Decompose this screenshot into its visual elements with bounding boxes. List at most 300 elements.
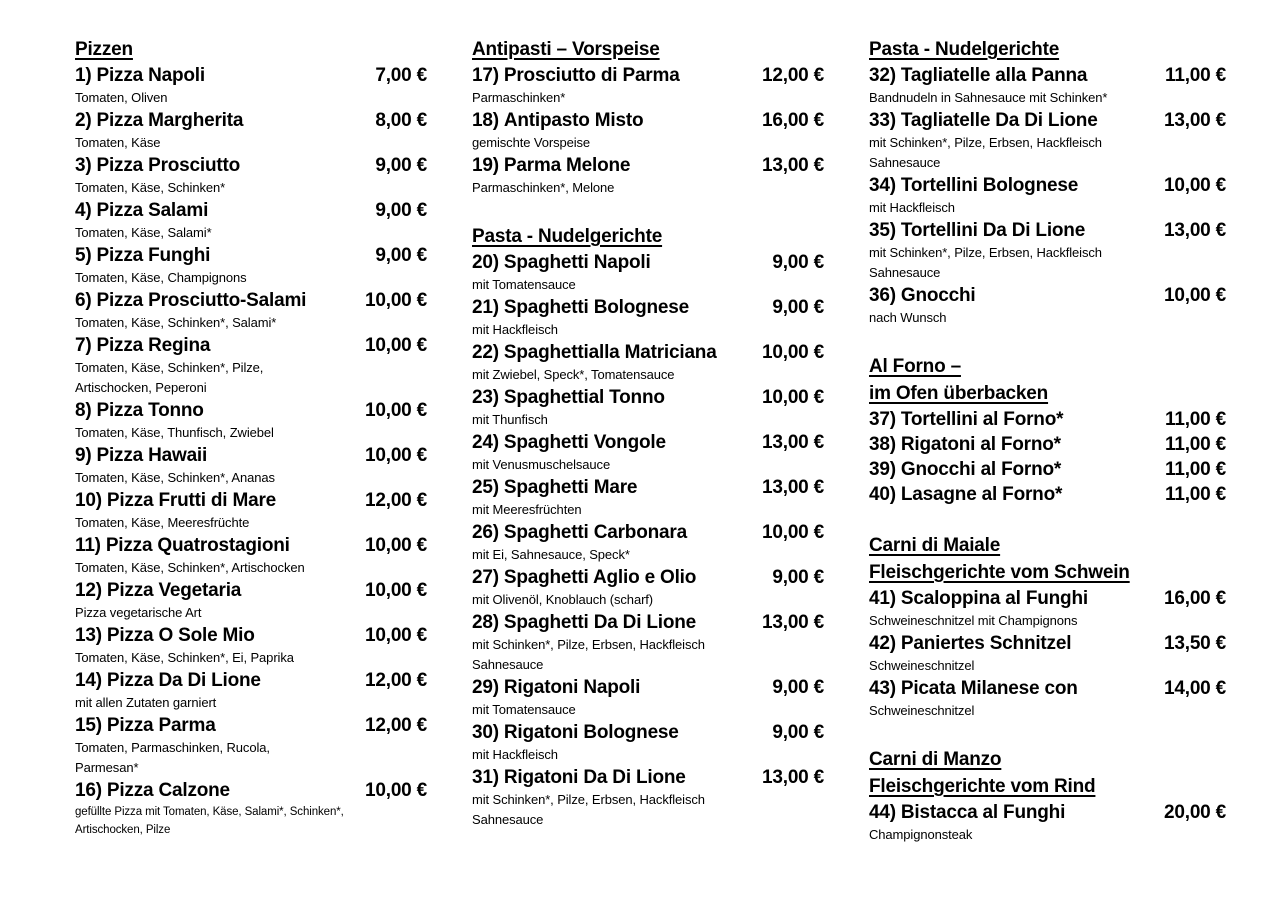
menu-section (472, 36, 824, 198)
menu-column-right (869, 36, 1226, 845)
menu-item-description: mit Venusmuschelsauce (472, 457, 611, 472)
menu-item-description: Tomaten, Käse, Schinken*, Salami* (75, 315, 277, 330)
menu-item-description: mit Hackfleisch (472, 322, 558, 337)
menu-item (472, 520, 824, 565)
menu-item-price: 20,00 € (1164, 802, 1226, 823)
section-heading-text: Fleischgerichte vom Rind (869, 776, 1096, 797)
menu-item-name: Spaghetti Aglio e Olio (503, 567, 697, 588)
menu-item-price: 14,00 € (1164, 678, 1226, 699)
menu-item-title (472, 108, 643, 133)
menu-item (869, 482, 1226, 507)
menu-item-number: 14) (75, 670, 102, 691)
menu-item-title-row (869, 108, 1226, 133)
menu-item (75, 153, 427, 198)
menu-section (472, 223, 824, 830)
menu-item-description: gefüllte Pizza mit Tomaten, Käse, Salami*, Schinken*, (75, 806, 344, 818)
menu-item-title-row (472, 720, 824, 745)
section-heading (869, 353, 1226, 380)
menu-item-price: 13,00 € (762, 477, 824, 498)
menu-item-name: Pizza Tonno (96, 400, 204, 421)
menu-item-description: mit Meeresfrüchten (472, 502, 582, 517)
section-heading (869, 532, 1226, 559)
menu-item-title (75, 153, 240, 178)
menu-item-title (75, 443, 207, 468)
menu-item (869, 63, 1226, 108)
section-heading-text: Fleischgerichte vom Schwein (869, 562, 1130, 583)
section-heading (869, 773, 1226, 800)
menu-section (869, 746, 1226, 845)
menu-item-price: 16,00 € (1164, 588, 1226, 609)
menu-item-name: Pizza Prosciutto-Salami (96, 290, 307, 311)
menu-item-description: Tomaten, Käse, Schinken* (75, 180, 226, 195)
menu-item-title-row (869, 800, 1226, 825)
menu-item (472, 63, 824, 108)
menu-item-title (869, 482, 1062, 507)
menu-item-name: Scaloppina al Funghi (900, 588, 1088, 609)
menu-item-name: Pizza Margherita (96, 110, 244, 131)
menu-column-left (75, 36, 427, 839)
menu-item-title (869, 173, 1078, 198)
menu-item-title-row (472, 63, 824, 88)
menu-item-description: Tomaten, Käse, Schinken*, Ei, Paprika (75, 650, 294, 665)
menu-item-number: 31) (472, 767, 499, 788)
menu-item-title (472, 153, 630, 178)
menu-item-description: Schweineschnitzel (869, 703, 975, 718)
menu-item-title (75, 578, 241, 603)
menu-item-title-row (869, 482, 1226, 507)
menu-item-price: 12,00 € (365, 490, 427, 511)
menu-item-title (869, 586, 1088, 611)
menu-item-title-row (75, 488, 427, 513)
menu-item-name: Gnocchi al Forno* (900, 459, 1062, 480)
menu-item-name: Pizza Funghi (96, 245, 211, 266)
menu-item (75, 533, 427, 578)
menu-item (472, 385, 824, 430)
menu-item-name: Tortellini Bolognese (900, 175, 1079, 196)
menu-item-name: Picata Milanese con (900, 678, 1078, 699)
menu-item-name: Prosciutto di Parma (503, 65, 680, 86)
menu-item-price: 11,00 € (1165, 65, 1226, 86)
menu-item-number: 21) (472, 297, 499, 318)
menu-item-title-row (472, 430, 824, 455)
menu-item-description: Pizza vegetarische Art (75, 605, 202, 620)
menu-item-price: 10,00 € (762, 387, 824, 408)
menu-item-title-row (75, 713, 427, 738)
menu-item-name: Pizza Napoli (96, 65, 205, 86)
menu-item-title-row (75, 198, 427, 223)
menu-item (75, 713, 427, 778)
menu-item-name: Antipasto Misto (503, 110, 644, 131)
section-heading-text: Carni di Manzo (869, 749, 1002, 770)
menu-item-number: 8) (75, 400, 92, 421)
menu-item-number: 41) (869, 588, 896, 609)
menu-item-name: Paniertes Schnitzel (900, 633, 1072, 654)
menu-item-description: Tomaten, Käse (75, 135, 161, 150)
menu-item-description: Tomaten, Käse, Champignons (75, 270, 247, 285)
menu-item-title-row (869, 407, 1226, 432)
menu-item-name: Spaghetti Da Di Lione (503, 612, 697, 633)
menu-item-description: Schweineschnitzel (869, 658, 975, 673)
menu-item-title (472, 765, 686, 790)
section-heading (869, 36, 1226, 63)
menu-item-number: 29) (472, 677, 499, 698)
menu-item (472, 430, 824, 475)
menu-item-description: mit Tomatensauce (472, 277, 576, 292)
menu-item (75, 398, 427, 443)
menu-item-description: Bandnudeln in Sahnesauce mit Schinken* (869, 90, 1108, 105)
menu-item-number: 22) (472, 342, 499, 363)
menu-item (472, 565, 824, 610)
menu-column-middle (472, 36, 824, 830)
menu-item-price: 10,00 € (762, 522, 824, 543)
menu-item-title-row (869, 676, 1226, 701)
menu-item-number: 39) (869, 459, 896, 480)
menu-item-price: 13,00 € (1164, 220, 1226, 241)
menu-item-name: Tortellini Da Di Lione (900, 220, 1086, 241)
menu-item-title-row (869, 631, 1226, 656)
menu-item-price: 10,00 € (365, 535, 427, 556)
menu-item-number: 17) (472, 65, 499, 86)
menu-item-description: mit Hackfleisch (472, 747, 558, 762)
menu-item-name: Pizza Salami (96, 200, 209, 221)
menu-item (472, 250, 824, 295)
menu-item-title (75, 713, 216, 738)
menu-item-description: Tomaten, Käse, Salami* (75, 225, 212, 240)
menu-item-name: Pizza Frutti di Mare (106, 490, 277, 511)
menu-item-price: 11,00 € (1165, 484, 1226, 505)
menu-item-price: 9,00 € (772, 297, 824, 318)
menu-item-title (472, 430, 666, 455)
menu-item-name: Spaghetti Vongole (503, 432, 666, 453)
menu-item-price: 9,00 € (772, 677, 824, 698)
menu-item-price: 12,00 € (365, 670, 427, 691)
menu-item-price: 10,00 € (365, 625, 427, 646)
menu-item-number: 24) (472, 432, 499, 453)
menu-item-title-row (472, 675, 824, 700)
menu-item-name: Pizza O Sole Mio (106, 625, 255, 646)
menu-item-price: 10,00 € (365, 580, 427, 601)
menu-item-price: 10,00 € (365, 335, 427, 356)
menu-item (472, 610, 824, 675)
menu-item-name: Rigatoni Bolognese (503, 722, 679, 743)
menu-item-title (869, 457, 1061, 482)
menu-item-name: Pizza Parma (106, 715, 216, 736)
section-heading (869, 380, 1226, 407)
menu-item-number: 36) (869, 285, 896, 306)
menu-item-price: 13,50 € (1164, 633, 1226, 654)
menu-item-title-row (75, 443, 427, 468)
menu-item-price: 9,00 € (375, 200, 427, 221)
menu-item-number: 13) (75, 625, 102, 646)
section-heading-text: Pasta - Nudelgerichte (869, 39, 1060, 60)
menu-item-price: 7,00 € (375, 65, 427, 86)
menu-item (869, 586, 1226, 631)
menu-item-name: Spaghetti Bolognese (503, 297, 690, 318)
menu-item-name: Spaghetti Carbonara (503, 522, 687, 543)
menu-item-description: Parmesan* (75, 760, 139, 775)
menu-item-title (75, 288, 306, 313)
section-heading-text: im Ofen überbacken (869, 383, 1049, 404)
menu-item (75, 108, 427, 153)
menu-item-title-row (869, 586, 1226, 611)
menu-item-description: mit Schinken*, Pilze, Erbsen, Hackfleisch (869, 245, 1102, 260)
menu-item-description: nach Wunsch (869, 310, 947, 325)
section-heading-text: Antipasti – Vorspeise (472, 39, 660, 60)
menu-item-title-row (472, 250, 824, 275)
menu-item-price: 9,00 € (772, 252, 824, 273)
menu-item-description: mit allen Zutaten garniert (75, 695, 217, 710)
menu-item-number: 23) (472, 387, 499, 408)
menu-item-title (472, 385, 665, 410)
menu-item-price: 12,00 € (762, 65, 824, 86)
menu-item-name: Spaghettialla Matriciana (503, 342, 717, 363)
menu-item-description: mit Ei, Sahnesauce, Speck* (472, 547, 630, 562)
menu-item-title-row (472, 565, 824, 590)
menu-item-number: 35) (869, 220, 896, 241)
menu-item-name: Lasagne al Forno* (900, 484, 1063, 505)
menu-item-price: 9,00 € (375, 155, 427, 176)
menu-item (472, 475, 824, 520)
menu-item-price: 13,00 € (762, 155, 824, 176)
menu-item (869, 173, 1226, 218)
menu-item-description: Champignonsteak (869, 827, 973, 842)
menu-item-description: mit Zwiebel, Speck*, Tomatensauce (472, 367, 675, 382)
menu-item-number: 10) (75, 490, 102, 511)
menu-item-title-row (75, 63, 427, 88)
menu-item-title-row (472, 765, 824, 790)
menu-item-number: 26) (472, 522, 499, 543)
menu-item-title-row (75, 533, 427, 558)
section-heading (472, 36, 824, 63)
menu-item-number: 34) (869, 175, 896, 196)
menu-item-name: Spaghetti Mare (503, 477, 638, 498)
menu-item-price: 13,00 € (762, 612, 824, 633)
menu-item-number: 32) (869, 65, 896, 86)
menu-item (472, 675, 824, 720)
menu-item-title-row (75, 288, 427, 313)
menu-item-price: 11,00 € (1165, 459, 1226, 480)
menu-item-price: 10,00 € (365, 780, 427, 801)
section-heading (75, 36, 427, 63)
menu-item-title (75, 778, 230, 803)
menu-item-number: 28) (472, 612, 499, 633)
menu-item-name: Parma Melone (503, 155, 631, 176)
menu-item-number: 9) (75, 445, 92, 466)
menu-item (869, 631, 1226, 676)
menu-item-price: 9,00 € (772, 567, 824, 588)
menu-item-number: 4) (75, 200, 92, 221)
menu-item-number: 11) (75, 535, 101, 556)
menu-item (869, 407, 1226, 432)
menu-item-title (869, 218, 1085, 243)
menu-item-title (75, 668, 261, 693)
menu-item-title (869, 676, 1078, 701)
menu-item-description: mit Olivenöl, Knoblauch (scharf) (472, 592, 654, 607)
menu-item-price: 11,00 € (1165, 409, 1226, 430)
menu-item (472, 295, 824, 340)
menu-item-description: Parmaschinken* (472, 90, 566, 105)
menu-item-number: 1) (75, 65, 92, 86)
menu-item-price: 16,00 € (762, 110, 824, 131)
section-heading (869, 559, 1226, 586)
menu-item-description: mit Hackfleisch (869, 200, 955, 215)
menu-item-title-row (75, 333, 427, 358)
menu-item-number: 30) (472, 722, 499, 743)
menu-item-title (472, 610, 696, 635)
menu-item (75, 578, 427, 623)
menu-item-title (472, 720, 679, 745)
menu-item-title (75, 108, 243, 133)
menu-item-name: Tagliatelle alla Panna (900, 65, 1088, 86)
menu-item-title (75, 243, 210, 268)
menu-item-number: 5) (75, 245, 92, 266)
menu-section (869, 36, 1226, 328)
menu-item-title (472, 520, 687, 545)
menu-item-title (869, 631, 1071, 656)
menu-item-name: Bistacca al Funghi (900, 802, 1066, 823)
menu-item-number: 27) (472, 567, 499, 588)
menu-item-price: 10,00 € (1164, 285, 1226, 306)
menu-item-description: Tomaten, Käse, Thunfisch, Zwiebel (75, 425, 274, 440)
menu-item-description: Sahnesauce (869, 155, 941, 170)
menu-item-description: Tomaten, Käse, Schinken*, Artischocken (75, 560, 305, 575)
menu-item-description: Tomaten, Parmaschinken, Rucola, (75, 740, 270, 755)
menu-item-title-row (75, 778, 427, 803)
menu-item-title-row (869, 173, 1226, 198)
menu-item (75, 443, 427, 488)
menu-item-name: Pizza Quatrostagioni (105, 535, 290, 556)
menu-item-name: Pizza Regina (96, 335, 211, 356)
menu-item (75, 243, 427, 288)
menu-item-title (472, 475, 637, 500)
menu-item-name: Pizza Hawaii (96, 445, 208, 466)
menu-item-title-row (869, 283, 1226, 308)
menu-item-title (472, 340, 717, 365)
menu-item-name: Rigatoni Napoli (503, 677, 641, 698)
menu-item-price: 12,00 € (365, 715, 427, 736)
menu-item-title-row (472, 108, 824, 133)
menu-item (472, 340, 824, 385)
menu-item (472, 720, 824, 765)
menu-item-title-row (75, 108, 427, 133)
menu-item-title (472, 63, 680, 88)
menu-item-description: Schweineschnitzel mit Champignons (869, 613, 1078, 628)
menu-item-number: 25) (472, 477, 499, 498)
section-heading-text: Pasta - Nudelgerichte (472, 226, 663, 247)
menu-item-title (472, 675, 640, 700)
menu-item-description: Artischocken, Pilze (75, 824, 171, 836)
menu-item-title-row (472, 153, 824, 178)
menu-section (869, 532, 1226, 721)
menu-item-number: 37) (869, 409, 896, 430)
menu-item-number: 44) (869, 802, 896, 823)
menu-item (75, 198, 427, 243)
menu-item-price: 10,00 € (762, 342, 824, 363)
section-heading-text: Carni di Maiale (869, 535, 1001, 556)
menu-item-title-row (75, 153, 427, 178)
menu-item-title (75, 333, 210, 358)
menu-item-title-row (869, 432, 1226, 457)
menu-item-name: Rigatoni Da Di Lione (503, 767, 686, 788)
menu-item-description: Sahnesauce (472, 657, 544, 672)
menu-item-title-row (869, 63, 1226, 88)
menu-item-description: mit Schinken*, Pilze, Erbsen, Hackfleisch (472, 792, 705, 807)
menu-item-title (869, 283, 975, 308)
menu-item (75, 668, 427, 713)
menu-item-title-row (75, 578, 427, 603)
menu-item-title-row (869, 218, 1226, 243)
menu-item-number: 15) (75, 715, 102, 736)
menu-item-name: Spaghettial Tonno (503, 387, 665, 408)
menu-item-title (75, 533, 290, 558)
menu-item-description: gemischte Vorspeise (472, 135, 591, 150)
menu-item-name: Rigatoni al Forno* (900, 434, 1061, 455)
menu-item (869, 108, 1226, 173)
menu-item-title (75, 488, 276, 513)
menu-item-number: 20) (472, 252, 499, 273)
menu-item-price: 13,00 € (762, 767, 824, 788)
menu-item-title (869, 800, 1065, 825)
menu-item-price: 9,00 € (772, 722, 824, 743)
menu-item-name: Gnocchi (900, 285, 976, 306)
menu-item-title (472, 250, 651, 275)
menu-item-description: Tomaten, Käse, Schinken*, Ananas (75, 470, 275, 485)
menu-item-title-row (472, 610, 824, 635)
menu-item-number: 18) (472, 110, 499, 131)
menu-item-title-row (75, 668, 427, 693)
menu-item-number: 19) (472, 155, 499, 176)
menu-item-number: 3) (75, 155, 92, 176)
menu-item (75, 488, 427, 533)
menu-item-title (472, 565, 696, 590)
menu-item-description: Artischocken, Peperoni (75, 380, 207, 395)
menu-item-title (75, 623, 255, 648)
menu-item-title (75, 198, 208, 223)
menu-item-description: mit Schinken*, Pilze, Erbsen, Hackfleisch (472, 637, 705, 652)
menu-item-title-row (472, 340, 824, 365)
menu-item-title-row (472, 520, 824, 545)
menu-item-name: Pizza Da Di Lione (106, 670, 261, 691)
section-heading (472, 223, 824, 250)
menu-item-description: Parmaschinken*, Melone (472, 180, 615, 195)
menu-item-title (869, 108, 1098, 133)
menu-item (869, 218, 1226, 283)
menu-item-price: 10,00 € (365, 445, 427, 466)
menu-item (869, 283, 1226, 328)
menu-item-price: 13,00 € (762, 432, 824, 453)
menu-item-number: 12) (75, 580, 102, 601)
menu-item-title-row (75, 398, 427, 423)
menu-item (472, 765, 824, 830)
menu-item-title (75, 398, 204, 423)
menu-item-name: Pizza Prosciutto (96, 155, 241, 176)
menu-item-description: Sahnesauce (869, 265, 941, 280)
menu-item-number: 16) (75, 780, 102, 801)
menu-item-number: 43) (869, 678, 896, 699)
menu-item (75, 778, 427, 839)
menu-item-name: Tagliatelle Da Di Lione (900, 110, 1098, 131)
menu-item-number: 42) (869, 633, 896, 654)
menu-item-price: 9,00 € (375, 245, 427, 266)
menu-item (869, 457, 1226, 482)
menu-item-number: 2) (75, 110, 92, 131)
menu-item-title (472, 295, 689, 320)
menu-item (472, 153, 824, 198)
menu-item (75, 623, 427, 668)
menu-item-description: mit Tomatensauce (472, 702, 576, 717)
menu-item-title-row (75, 623, 427, 648)
menu-item-title (869, 63, 1087, 88)
